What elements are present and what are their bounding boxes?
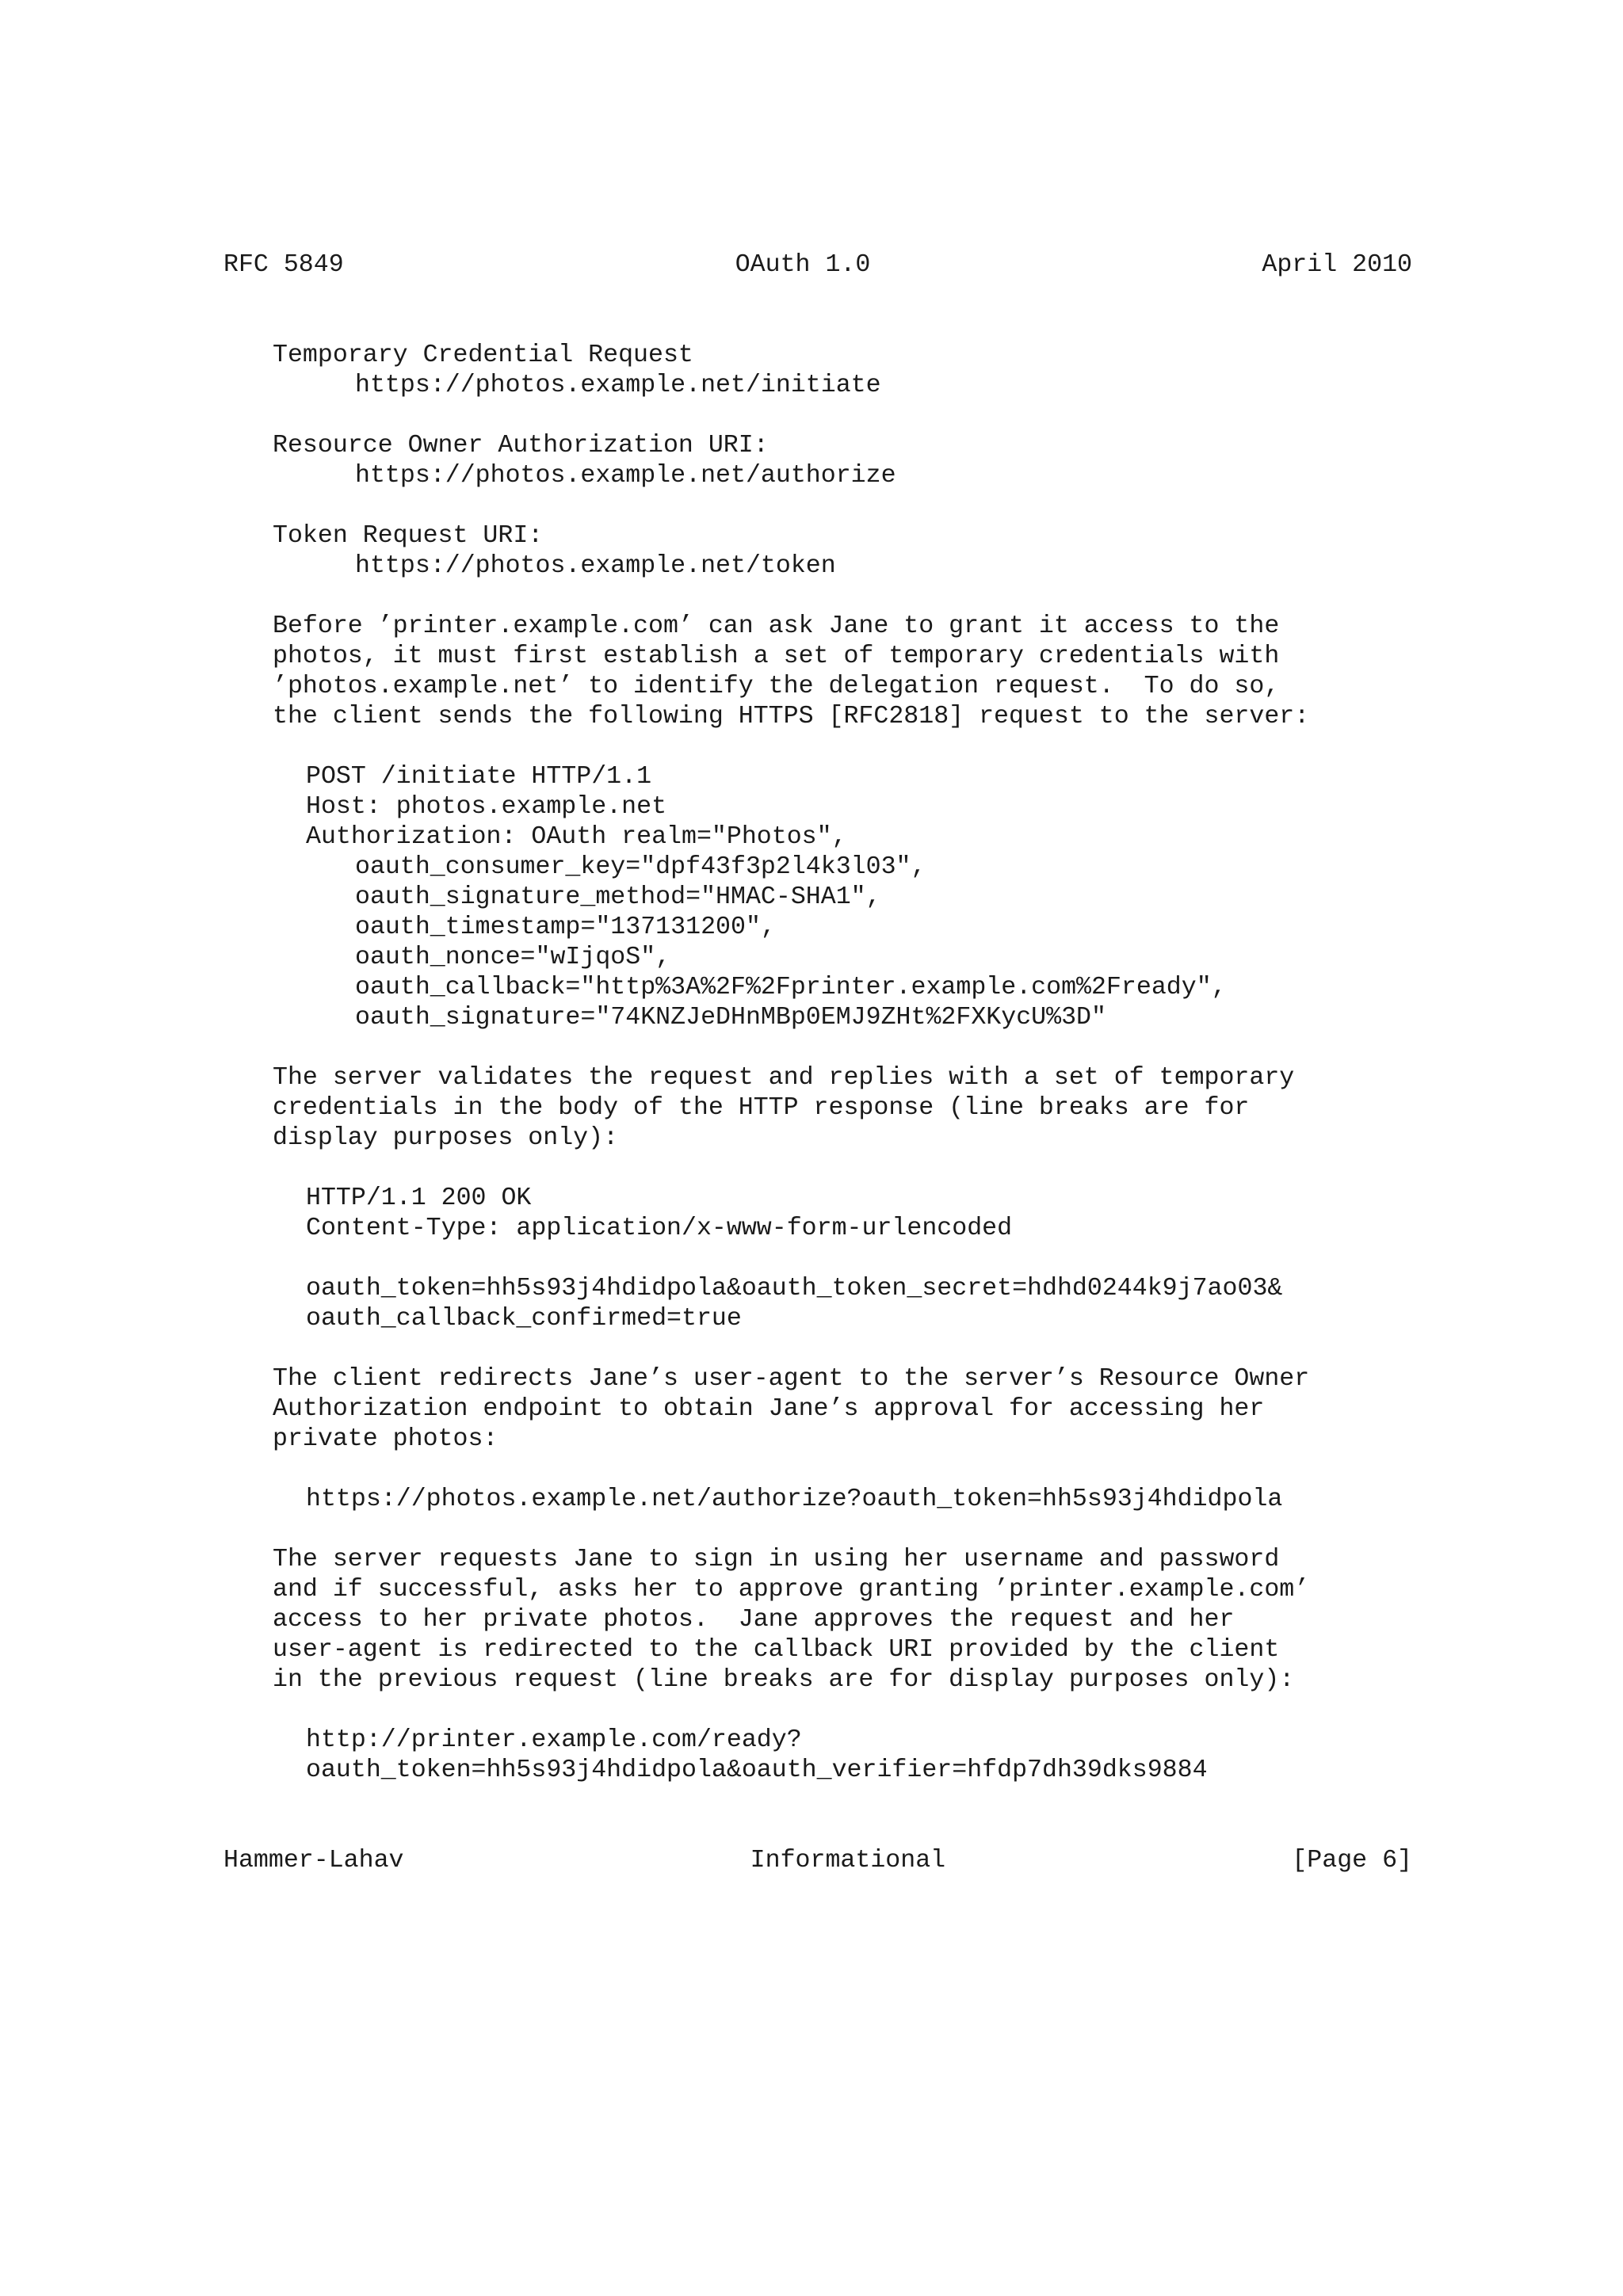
code-initiate-response bbox=[223, 1184, 1412, 1334]
paragraph-line: access to her private photos. Jane approves the request and her bbox=[273, 1606, 1235, 1634]
code-line: oauth_callback="http%3A%2F%2Fprinter.example.com%2Fready", bbox=[355, 974, 1227, 1001]
code-authorize-url: https://photos.example.net/authorize?oauth_token=hh5s93j4hdidpola bbox=[306, 1486, 1283, 1513]
code-line: oauth_token=hh5s93j4hdidpola&oauth_token_secret=hdhd0244k9j7ao03& bbox=[306, 1275, 1283, 1302]
header-title: OAuth 1.0 bbox=[735, 251, 871, 279]
code-line: oauth_consumer_key="dpf43f3p2l4k3l03", bbox=[355, 853, 926, 881]
page-header bbox=[223, 250, 1412, 280]
paragraph-sign-in bbox=[223, 1545, 1412, 1695]
endpoint-list bbox=[223, 341, 1412, 582]
paragraph-line: The server validates the request and replies with a set of temporary bbox=[273, 1064, 1295, 1092]
paragraph-line: ’photos.example.net’ to identify the delegation request. To do so, bbox=[273, 673, 1280, 700]
paragraph-line: credentials in the body of the HTTP response (line breaks are for bbox=[273, 1094, 1250, 1122]
code-initiate-request bbox=[223, 762, 1412, 1033]
endpoint-url: https://photos.example.net/initiate bbox=[355, 372, 881, 399]
paragraph-line: The server requests Jane to sign in using her username and password bbox=[273, 1546, 1280, 1573]
endpoint-label: Temporary Credential Request bbox=[273, 341, 693, 369]
header-rfc-number: RFC 5849 bbox=[223, 251, 344, 279]
code-line: Authorization: OAuth realm="Photos", bbox=[306, 823, 847, 851]
endpoint-url: https://photos.example.net/authorize bbox=[355, 462, 896, 490]
footer-author: Hammer-Lahav bbox=[223, 1847, 404, 1875]
paragraph-line: display purposes only): bbox=[273, 1124, 619, 1152]
code-callback-url bbox=[223, 1726, 1412, 1786]
endpoint-label: Resource Owner Authorization URI: bbox=[273, 432, 769, 460]
paragraph-line: and if successful, asks her to approve granting ’printer.example.com’ bbox=[273, 1576, 1310, 1604]
page-footer bbox=[223, 1846, 1412, 1876]
paragraph-line: photos, it must first establish a set of temporary credentials with bbox=[273, 643, 1280, 670]
code-line: oauth_signature_method="HMAC-SHA1", bbox=[355, 883, 881, 911]
rfc-page bbox=[223, 250, 1412, 1876]
endpoint-url: https://photos.example.net/token bbox=[355, 552, 836, 580]
code-line: oauth_timestamp="137131200", bbox=[355, 913, 776, 941]
endpoint-label: Token Request URI: bbox=[273, 522, 544, 550]
paragraph-line: private photos: bbox=[273, 1425, 498, 1453]
code-line: HTTP/1.1 200 OK bbox=[306, 1184, 532, 1212]
paragraph-line: the client sends the following HTTPS [RFC2818] request to the server: bbox=[273, 703, 1310, 730]
paragraph-line: in the previous request (line breaks are for display purposes only): bbox=[273, 1666, 1295, 1694]
paragraph-line: user-agent is redirected to the callback URI provided by the client bbox=[273, 1636, 1280, 1664]
code-line: oauth_token=hh5s93j4hdidpola&oauth_verifier=hfdp7dh39dks9884 bbox=[306, 1756, 1208, 1784]
footer-page-number: [Page 6] bbox=[1292, 1847, 1412, 1875]
paragraph-temporary-credentials bbox=[223, 612, 1412, 732]
code-line: POST /initiate HTTP/1.1 bbox=[306, 763, 652, 791]
code-line: http://printer.example.com/ready? bbox=[306, 1726, 802, 1754]
paragraph-line: Authorization endpoint to obtain Jane’s approval for accessing her bbox=[273, 1395, 1265, 1423]
code-line: oauth_signature="74KNZJeDHnMBp0EMJ9ZHt%2FXKycU%3D" bbox=[355, 1004, 1106, 1032]
header-date: April 2010 bbox=[1262, 251, 1412, 279]
code-line: oauth_nonce="wIjqoS", bbox=[355, 944, 671, 971]
paragraph-server-validates bbox=[223, 1063, 1412, 1154]
footer-category: Informational bbox=[750, 1847, 946, 1875]
code-line: oauth_callback_confirmed=true bbox=[306, 1305, 742, 1333]
paragraph-line: The client redirects Jane’s user-agent to the server’s Resource Owner bbox=[273, 1365, 1310, 1393]
paragraph-line: Before ’printer.example.com’ can ask Jane to grant it access to the bbox=[273, 612, 1280, 640]
code-line: Content-Type: application/x-www-form-urlencoded bbox=[306, 1215, 1013, 1242]
paragraph-client-redirects bbox=[223, 1364, 1412, 1455]
code-line: Host: photos.example.net bbox=[306, 793, 667, 821]
